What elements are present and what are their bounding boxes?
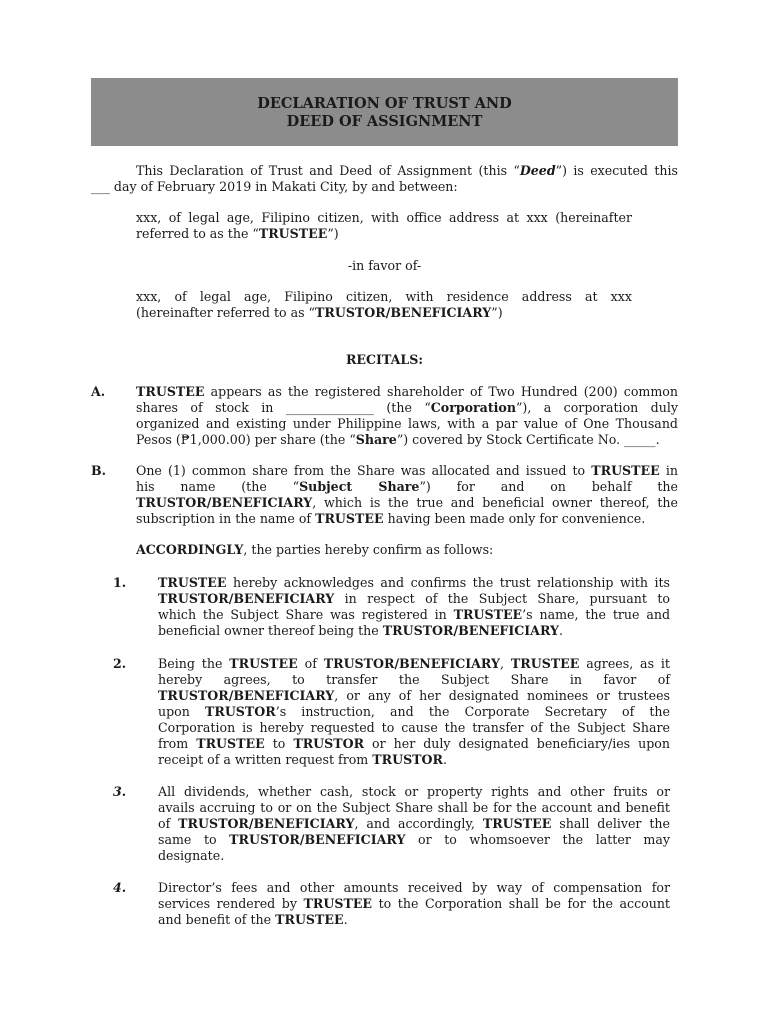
title-line-2: DEED OF ASSIGNMENT (286, 113, 483, 130)
item-3-marker: 3. (113, 784, 127, 799)
item-2-paragraph: Being the TRUSTEE of TRUSTOR/BENEFICIARY, TRUSTEE agrees, as it hereby agrees, to transfer the Subject Share in favor of TRUSTOR/BENEFICIARY, or any of her designated nominees or trustees upon TRUSTOR’s instruction, and the Corporate Secretary of the Corporation is hereby requested to cause the transfer of the Subject Share from TRUSTEE to TRUSTOR or her duly designated beneficiary/ies upon receipt of a written request from TRUSTOR. (158, 656, 670, 767)
recital-a-paragraph: TRUSTEE appears as the registered shareholder of Two Hundred (200) common shares of stock in ______________ (the “Corporation”), a corporation duly organized and existing under Philippine laws, with a par value of One Thousand Pesos (₱1,000.00) per share (the “Share”) covered by Stock Certificate No. _____. (136, 384, 678, 447)
item-4-paragraph: Director’s fees and other amounts received by way of compensation for services rendered by TRUSTEE to the Corporation shall be for the account and benefit of the TRUSTEE. (158, 880, 670, 927)
item-1-paragraph: TRUSTEE hereby acknowledges and confirms the trust relationship with its TRUSTOR/BENEFICIARY in respect of the Subject Share, pursuant to which the Subject Share was registered in TRUSTEE’s name, the true and beneficial owner thereof being the TRUSTOR/BENEFICIARY. (158, 575, 671, 638)
recital-b-paragraph: One (1) common share from the Share was allocated and issued to TRUSTEE in his name (the “Subject Share”) for and on behalf the TRUSTOR/BENEFICIARY, which is the true and beneficial owner thereof, the subscription in the name of TRUSTEE having been made only for convenience. (136, 463, 678, 526)
item-4-marker: 4. (113, 880, 127, 895)
recital-a-marker: A. (91, 384, 106, 399)
item-3-paragraph: All dividends, whether cash, stock or property rights and other fruits or avails accruing to or on the Subject Share shall be for the account and benefit of TRUSTOR/BENEFICIARY, and accordingly, TRUSTEE shall deliver the same to TRUSTOR/BENEFICIARY or to whomsoever the latter may designate. (158, 784, 670, 863)
document-title-banner (91, 78, 678, 146)
item-1-marker: 1. (113, 575, 127, 590)
in-favor-of-line: -in favor of- (347, 258, 422, 273)
intro-paragraph: This Declaration of Trust and Deed of Assignment (this “Deed”) is executed this ___ day of February 2019 in Makati City, by and between: (91, 163, 679, 194)
item-2-marker: 2. (113, 656, 127, 671)
recital-b-marker: B. (91, 463, 107, 478)
title-line-1: DECLARATION OF TRUST AND (257, 95, 512, 112)
recitals-heading: RECITALS: (345, 352, 424, 367)
trustee-party-paragraph: xxx, of legal age, Filipino citizen, with office address at xxx (hereinafter referred to as the “TRUSTEE”) (136, 210, 632, 241)
trustor-party-paragraph: xxx, of legal age, Filipino citizen, with residence address at xxx (hereinafter referred to as “TRUSTOR/BENEFICIARY”) (136, 289, 632, 320)
accordingly-paragraph: ACCORDINGLY, the parties hereby confirm as follows: (136, 542, 494, 557)
